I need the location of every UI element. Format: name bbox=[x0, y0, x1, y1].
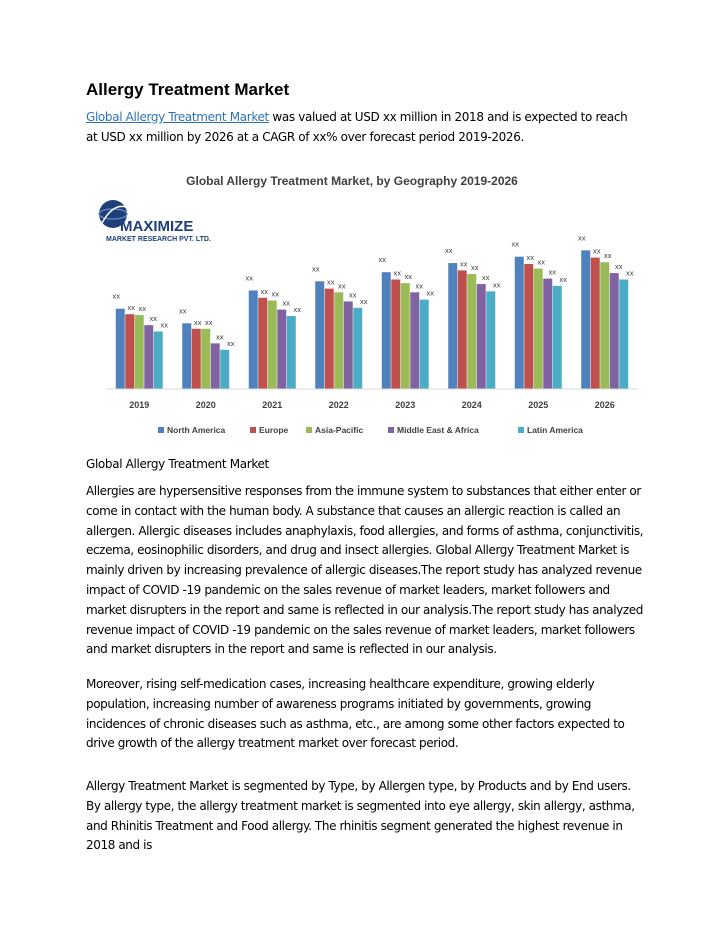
bar-2020-middle-east-africa bbox=[211, 343, 220, 389]
bar-2026-north-america bbox=[581, 250, 590, 389]
body-paragraph-3: Allergy Treatment Market is segmented by Type, by Allergen type, by Products and by End users. By allergy type, the allergy treatment market is segmented into eye allergy, skin allergy, asthma, and Rhinitis Treatment and Food allergy. The rhinitis segment generated the highest revenue in 2018 and is bbox=[86, 779, 635, 853]
chart-figure bbox=[86, 163, 646, 453]
bar-2022-north-america bbox=[315, 281, 324, 389]
data-label: xx bbox=[526, 252, 534, 262]
intro-text: was valued at USD xx million in 2018 and is expected to reach at USD xx million by 2026 at a CAGR of xx% over forecast period 2019-2026. bbox=[86, 110, 628, 144]
data-label: xx bbox=[445, 246, 453, 256]
bar-2024-north-america bbox=[448, 263, 457, 389]
data-label: xx bbox=[112, 291, 120, 301]
bar-2023-middle-east-africa bbox=[410, 292, 419, 389]
legend-swatch bbox=[158, 427, 164, 433]
bar-2019-europe bbox=[125, 314, 134, 389]
logo-subtitle: MARKET RESEARCH PVT. LTD. bbox=[106, 236, 211, 243]
bar-2026-latin-america bbox=[619, 280, 628, 390]
data-label: xx bbox=[426, 288, 434, 298]
data-label: xx bbox=[471, 263, 479, 273]
data-label: xx bbox=[378, 255, 386, 265]
data-label: xx bbox=[482, 273, 490, 283]
bar-2025-north-america bbox=[515, 257, 524, 389]
data-label: xx bbox=[559, 274, 567, 284]
data-label: xx bbox=[360, 296, 368, 306]
bar-2019-latin-america bbox=[154, 332, 163, 389]
bar-2023-europe bbox=[391, 280, 400, 390]
bar-2023-latin-america bbox=[420, 300, 429, 389]
data-label: xx bbox=[548, 267, 556, 277]
legend-swatch bbox=[250, 427, 256, 433]
data-label: xx bbox=[511, 239, 519, 249]
legend-entry: Middle East & Africa bbox=[397, 425, 479, 435]
bar-2024-latin-america bbox=[486, 291, 495, 389]
data-label: xx bbox=[626, 268, 634, 278]
bar-2022-middle-east-africa bbox=[344, 301, 353, 389]
data-label: xx bbox=[415, 281, 423, 291]
body-paragraph-2: Moreover, rising self-medication cases, increasing healthcare expenditure, growing elderly population, increasing number of awareness programs initiated by governments, growing incidences of chronic diseases such as asthma, etc., are among some other factors expected to drive growth of the allergy treatment market over forecast period. bbox=[86, 677, 625, 751]
bar-2021-middle-east-africa bbox=[277, 310, 286, 389]
bar-2022-europe bbox=[325, 289, 334, 389]
bar-2026-middle-east-africa bbox=[610, 273, 619, 389]
bar-2021-latin-america bbox=[287, 316, 296, 389]
data-label: xx bbox=[260, 286, 268, 296]
data-label: xx bbox=[338, 281, 346, 291]
x-tick-label: 2024 bbox=[461, 400, 482, 410]
x-tick-label: 2021 bbox=[262, 400, 283, 410]
data-label: xx bbox=[615, 262, 623, 272]
data-label: xx bbox=[271, 289, 279, 299]
bar-2023-north-america bbox=[382, 272, 391, 389]
x-tick-label: 2023 bbox=[395, 400, 416, 410]
data-label: xx bbox=[293, 305, 301, 314]
data-label: xx bbox=[245, 273, 253, 283]
legend-entry: Europe bbox=[259, 425, 289, 435]
data-label: xx bbox=[493, 280, 501, 290]
company-logo bbox=[99, 200, 211, 243]
data-label: xx bbox=[593, 246, 601, 256]
bar-2025-europe bbox=[524, 264, 533, 389]
chart-legend bbox=[158, 425, 583, 435]
data-label: xx bbox=[194, 317, 202, 327]
bar-2022-latin-america bbox=[353, 308, 362, 389]
bar-2020-north-america bbox=[182, 323, 191, 389]
x-tick-label: 2026 bbox=[594, 400, 615, 410]
legend-entry: Asia-Pacific bbox=[315, 425, 364, 435]
data-label: xx bbox=[537, 257, 545, 267]
bar-2026-asia-pacific bbox=[600, 262, 609, 389]
page-title: Allergy Treatment Market bbox=[86, 80, 290, 99]
legend-swatch bbox=[388, 427, 394, 433]
x-tick-label: 2019 bbox=[129, 400, 150, 410]
bar-2021-asia-pacific bbox=[268, 300, 277, 389]
bar-2026-europe bbox=[591, 258, 600, 389]
data-label: xx bbox=[349, 290, 357, 300]
market-link[interactable]: Global Allergy Treatment Market bbox=[86, 110, 269, 124]
body-paragraph-1: Allergies are hypersensitive responses from the immune system to substances that either enter or come in contact with the human body. A substance that causes an allergic reaction is called an allergen. Allergic diseases includes anaphylaxis, food allergies, and forms of asthma, conjunctivitis, eczema, eosinophilic disorders, and drug and insect allergies. Global Allergy Treatment Market is mainly driven by increasing prevalence of allergic diseases.The report study has analyzed revenue impact of COVID -19 pandemic on the sales revenue of market leaders, market followers and market disrupters in the report and same is reflected in our analysis.The report study has analyzed revenue impact of COVID -19 pandemic on the sales revenue of market leaders, market followers and market disrupters in the report and same is reflected in our analysis. bbox=[86, 484, 644, 657]
bar-2020-europe bbox=[192, 329, 201, 389]
data-label: xx bbox=[227, 338, 235, 348]
data-label: xx bbox=[160, 320, 168, 330]
x-tick-labels bbox=[129, 400, 615, 410]
bar-2021-europe bbox=[258, 298, 267, 389]
legend-swatch bbox=[306, 427, 312, 433]
bar-2019-asia-pacific bbox=[135, 315, 144, 389]
legend-swatch bbox=[518, 427, 524, 433]
x-tick-label: 2025 bbox=[528, 400, 549, 410]
bar-chart bbox=[86, 163, 646, 453]
data-label: xx bbox=[138, 304, 146, 314]
data-label: xx bbox=[460, 259, 468, 269]
bar-2025-latin-america bbox=[553, 286, 562, 389]
legend-entry: Latin America bbox=[527, 425, 583, 435]
logo-name: MAXIMIZE bbox=[120, 218, 194, 235]
bar-2019-middle-east-africa bbox=[144, 325, 153, 389]
bar-2019-north-america bbox=[116, 309, 125, 389]
data-label: xx bbox=[578, 233, 586, 243]
chart-title: Global Allergy Treatment Market, by Geography 2019-2026 bbox=[186, 174, 518, 188]
bar-2024-asia-pacific bbox=[467, 274, 476, 389]
bar-2025-middle-east-africa bbox=[543, 279, 552, 389]
legend-entry: North America bbox=[167, 425, 226, 435]
bar-2024-middle-east-africa bbox=[477, 284, 486, 389]
data-label: xx bbox=[205, 317, 213, 327]
figure-caption: Global Allergy Treatment Market bbox=[86, 457, 269, 471]
bar-2022-asia-pacific bbox=[334, 292, 343, 389]
bar-2021-north-america bbox=[249, 290, 258, 389]
intro-paragraph bbox=[86, 107, 636, 147]
bar-2023-asia-pacific bbox=[401, 283, 410, 389]
data-label: xx bbox=[216, 332, 224, 342]
data-label: xx bbox=[282, 298, 290, 308]
bar-series-group bbox=[113, 233, 634, 389]
bar-2025-asia-pacific bbox=[534, 269, 543, 389]
x-tick-label: 2022 bbox=[328, 400, 349, 410]
data-label: xx bbox=[149, 314, 157, 324]
data-label: xx bbox=[179, 306, 187, 316]
data-label: xx bbox=[404, 272, 412, 282]
data-label: xx bbox=[393, 268, 401, 278]
bar-2024-europe bbox=[458, 270, 467, 389]
data-label: xx bbox=[312, 264, 320, 274]
data-label: xx bbox=[604, 251, 612, 261]
bar-2020-latin-america bbox=[220, 350, 229, 389]
x-tick-label: 2020 bbox=[195, 400, 216, 410]
data-label: xx bbox=[127, 303, 135, 313]
data-label: xx bbox=[327, 277, 335, 287]
bar-2020-asia-pacific bbox=[201, 329, 210, 389]
